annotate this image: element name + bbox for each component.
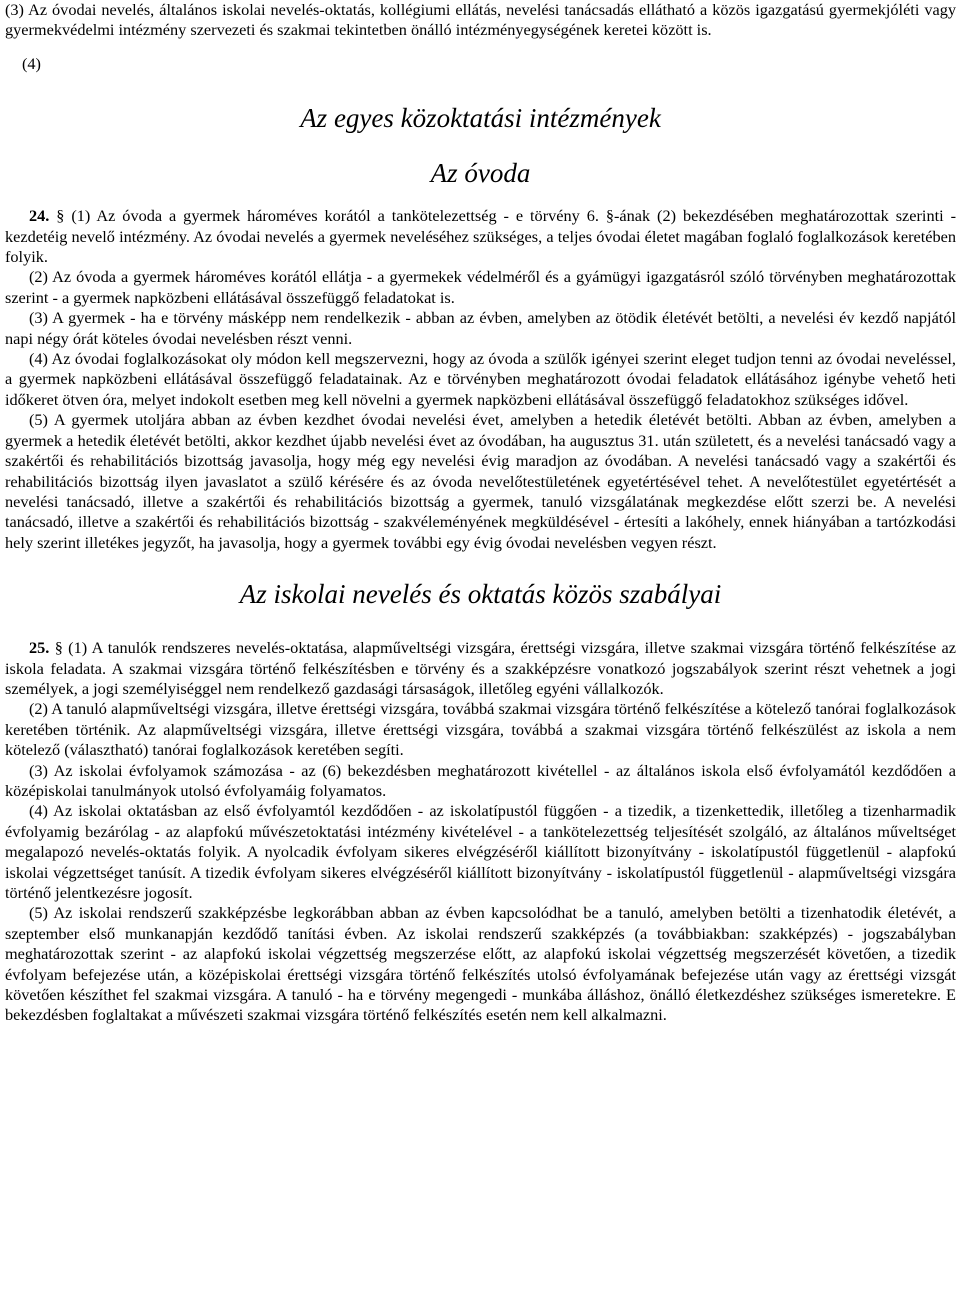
article-25-paragraph-3: (3) Az iskolai évfolyamok számozása - az (6) bekezdésben meghatározott kivétellel - az általános iskola első évfolyamától kezdődően a középiskolai tanulmányok utolsó évfolyamáig folyamatos. bbox=[5, 760, 956, 800]
article-25-paragraph-4: (4) Az iskolai oktatásban az első évfolyamtól kezdődően - az iskolatípustól függően - a tizedik, a tizenkettedik, illetőleg a tizenharmadik évfolyamig bezárólag - az alapfokú művészetoktatási intézmény kivételével - a tankötelezettség teljesítését szolgáló, az általános műveltséget megalapozó nevelés-oktatás folyik. A nyolcadik évfolyam sikeres elvégzéséről kiállított bizonyítvány - iskolatípustól függetlenül - alapfokú iskolai végzettséget tanúsít. A tizedik évfolyam sikeres elvégzéséről kiállított bizonyítvány - iskolatípustól függetlenül - alapműveltségi vizsgára történő jelentkezésre jogosít. bbox=[5, 801, 956, 902]
article-25-paragraph-2: (2) A tanuló alapműveltségi vizsgára, illetve érettségi vizsgára, továbbá szakmai vizsgára történő felkészítése a kötelező tanórai foglalkozások keretében történik. Az alapműveltségi vizsgára, illetve érettségi vizsgára, továbbá a szakmai vizsgára történő felkészülést az iskola a nem kötelező (választható) tanórai foglalkozások keretében segíti. bbox=[5, 699, 956, 760]
article-24-number: 24. bbox=[29, 206, 50, 226]
article-25-paragraph-1-text: (1) A tanulók rendszeres nevelés-oktatása, alapműveltségi vizsgára, érettségi vizsgára, illetve szakmai vizsgára történő felkészítése az iskola feladata. A szakmai vizsgára történő felkészítésben e törvény és a szakképzésre vonatkozó jogszabályok szerint részt vehetnek a jogi személyek, a jogi személyiséggel nem rendelkező gazdasági társaságok, illetőleg egyéni vállalkozók. bbox=[5, 638, 956, 698]
article-24-paragraph-1-text: (1) Az óvoda a gyermek hároméves korától a tankötelezettség - e törvény 6. §-ának (2) bekezdésében meghatározottak szerinti - kezdetéig nevelő intézmény. Az óvodai nevelés a gyermek neveléséhez szükséges, a teljes óvodai életet magában foglaló foglalkozások keretében folyik. bbox=[5, 206, 956, 267]
article-24-paragraph-4: (4) Az óvodai foglalkozásokat oly módon kell megszervezni, hogy az óvoda a szülők igényei szerint eleget tudjon tenni az óvodai neveléssel, a gyermek napközbeni ellátásával összefüggő feladatainak. Az e törvényben meghatározott óvodai feladatok ellátásához igénybe vehető heti időkeret ötven óra, melyet indokolt esetben meg kell növelni a gyermek napközbeni ellátásával összefüggő feladatokhoz szükséges idővel. bbox=[5, 349, 956, 409]
article-25-paragraph-1 bbox=[5, 638, 956, 699]
article-24-paragraph-5: (5) A gyermek utoljára abban az évben kezdhet óvodai nevelési évet, amelyben a hetedik életévét betölti. Abban az évben, amelyben a gyermek a hetedik életévét betölti, akkor kezdhet újabb nevelési évet az óvodában, ha augusztus 31. után született, és a nevelési tanácsadó vagy a szakértői és rehabilitációs bizottság javasolja, hogy még egy nevelési évig maradjon az óvodában. A nevelési tanácsadó vagy a szakértői és rehabilitációs bizottság ilyen javaslatot a szülő kérésére és az óvoda nevelőtestületének egyetértésével tehet. A nevelőtestület egyetértését a nevelési tanácsadó, illetve a szakértői és rehabilitációs bizottság a gyermek, tanuló vizsgálatának megkezdése előtt szerzi be. A nevelési tanácsadó, illetve a szakértői és rehabilitációs bizottság - szakvéleményének megküldésével - értesíti a lakóhely, ennek hiányában a tartózkodási hely szerint illetékes jegyzőt, ha javasolja, hogy a gyermek további egy évig óvodai nevelésben vegyen részt. bbox=[5, 410, 956, 552]
heading-school-common-rules: Az iskolai nevelés és oktatás közös szabályai bbox=[239, 579, 722, 610]
article-25-paragraph-5: (5) Az iskolai rendszerű szakképzésbe legkorábban abban az évben kapcsolódhat be a tanuló, amelyben betölti a tizenhatodik életévét, a szeptember első munkanapján kezdődő tanítási évben. Az iskolai rendszerű szakképzés (a továbbiakban: szakképzés) - jogszabályban meghatározottak szerint - az alapfokú iskolai végzettség megszerzése előtt, az alapfokú iskolai végzettség megszerzését követően, a tizedik évfolyam befejezése után, a középiskolai érettségi vizsgára történő felkészítés utolsó évfolyamának befejezése után vagy az érettségi vizsgát követően készíthet fel szakmai vizsgára. A tanuló - ha e törvény megengedi - munkába álláshoz, önálló életkezdéshez szükséges ismeretekre. E bekezdésben foglaltakat a művészeti szakmai vizsgára történő felkészítés esetén nem kell alkalmazni. bbox=[5, 903, 956, 1025]
section-symbol: § bbox=[54, 638, 63, 658]
article-25-number: 25. bbox=[29, 638, 50, 658]
paragraph-top: (3) Az óvodai nevelés, általános iskolai nevelés-oktatás, kollégiumi ellátás, nevelési tanácsadás ellátható a közös igazgatású gyermekjóléti vagy gyermekvédelmi intézmény szervezeti és szakmai tekintetben önálló intézményegységének keretei között is. bbox=[5, 0, 956, 40]
section-symbol: § bbox=[56, 206, 65, 226]
article-24-paragraph-1 bbox=[5, 206, 956, 267]
section-number-4: (4) bbox=[22, 53, 41, 73]
article-24-paragraph-3: (3) A gyermek - ha e törvény másképp nem rendelkezik - abban az évben, amelyben az ötödik életévét betölti, a nevelési év kezdő napjától napi négy órát köteles óvodai nevelésben részt venni. bbox=[5, 308, 956, 348]
heading-public-education-institutions: Az egyes közoktatási intézmények bbox=[300, 103, 661, 134]
heading-kindergarten: Az óvoda bbox=[430, 158, 531, 189]
article-24-paragraph-2: (2) Az óvoda a gyermek hároméves korától ellátja - a gyermekek védelméről és a gyámügyi igazgatásról szóló törvényben meghatározottak szerint - a gyermek napközbeni ellátásával összefüggő feladatokat is. bbox=[5, 267, 956, 307]
